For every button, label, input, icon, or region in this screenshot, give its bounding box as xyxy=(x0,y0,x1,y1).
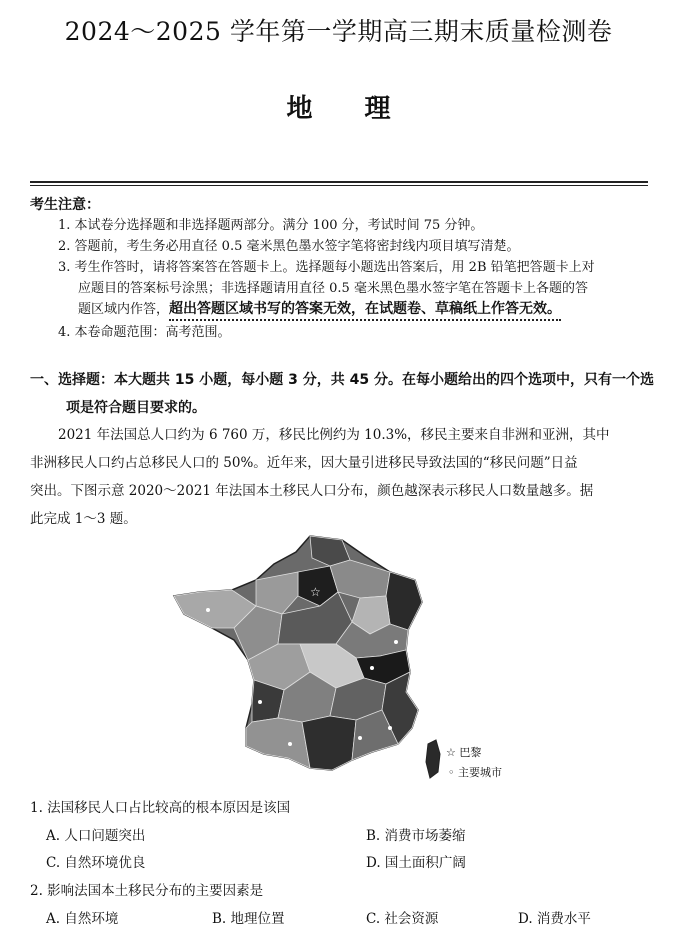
legend-city: ◦ 主要城市 xyxy=(448,766,502,779)
legend-paris: ☆ 巴黎 xyxy=(446,746,482,759)
city-marker xyxy=(394,640,398,644)
notice-item-text: 题区域内作答， xyxy=(78,302,170,317)
divider-bottom xyxy=(30,185,648,186)
city-marker xyxy=(388,726,392,730)
corsica xyxy=(426,740,440,778)
paragraph-line: 此完成 1～3 题。 xyxy=(30,511,137,527)
city-marker xyxy=(258,700,262,704)
divider-top xyxy=(30,181,648,183)
paris-star-icon: ☆ xyxy=(310,585,321,599)
section-heading-cont: 项是符合题目要求的。 xyxy=(66,400,206,416)
paragraph-line: 突出。下图示意 2020～2021 年法国本土移民人口分布，颜色越深表示移民人口数量越多。据 xyxy=(30,483,594,499)
notice-heading: 考生注意： xyxy=(30,197,100,213)
question-option: C. 社会资源 xyxy=(366,911,439,927)
city-marker xyxy=(358,736,362,740)
question-option: D. 消费水平 xyxy=(518,911,591,927)
city-dot-icon: ◦ xyxy=(448,766,455,779)
paragraph-line: 非洲移民人口约占总移民人口的 50%。近年来，因大量引进移民导致法国的“移民问题”日益 xyxy=(30,455,578,471)
subject-title: 地理 xyxy=(286,94,443,124)
question-stem: 1. 法国移民人口占比较高的根本原因是该国 xyxy=(30,800,291,816)
question-option: B. 地理位置 xyxy=(212,911,285,927)
section-heading: 一、选择题：本大题共 15 小题，每小题 3 分，共 45 分。在每小题给出的四个选项中，只有一个选 xyxy=(30,372,654,388)
city-marker xyxy=(370,666,374,670)
question-option: B. 消费市场萎缩 xyxy=(366,828,466,844)
notice-item: 1. 本试卷分选择题和非选择题两部分。满分 100 分，考试时间 75 分钟。 xyxy=(58,218,484,233)
question-option: C. 自然环境优良 xyxy=(46,855,146,871)
star-icon: ☆ xyxy=(446,746,456,759)
notice-item: 4. 本卷命题范围：高考范围。 xyxy=(58,325,231,340)
notice-item: 3. 考生作答时，请将答案答在答题卡上。选择题每小题选出答案后，用 2B 铅笔把答题卡上对 xyxy=(58,260,595,275)
city-marker xyxy=(288,742,292,746)
notice-item: 2. 答题前，考生务必用直径 0.5 毫米黑色墨水签字笔将密封线内项目填写清楚。 xyxy=(58,239,520,254)
question-option: A. 人口问题突出 xyxy=(46,828,146,844)
paragraph-line: 2021 年法国总人口约为 6 760 万，移民比例约为 10.3%，移民主要来自非洲和亚洲，其中 xyxy=(58,427,610,443)
france-immigrant-map xyxy=(160,532,520,788)
question-option: D. 国土面积广阔 xyxy=(366,855,466,871)
city-marker xyxy=(206,608,210,612)
notice-item xyxy=(78,298,561,318)
exam-title: 2024～2025 学年第一学期高三期末质量检测卷 xyxy=(64,17,613,46)
question-option: A. 自然环境 xyxy=(46,911,119,927)
question-stem: 2. 影响法国本土移民分布的主要因素是 xyxy=(30,883,264,899)
notice-item: 应题目的答案标号涂黑；非选择题请用直径 0.5 毫米黑色墨水签字笔在答题卡上各题的答 xyxy=(78,281,588,296)
notice-emphasis: 超出答题区域书写的答案无效，在试题卷、草稿纸上作答无效。 xyxy=(169,301,561,321)
